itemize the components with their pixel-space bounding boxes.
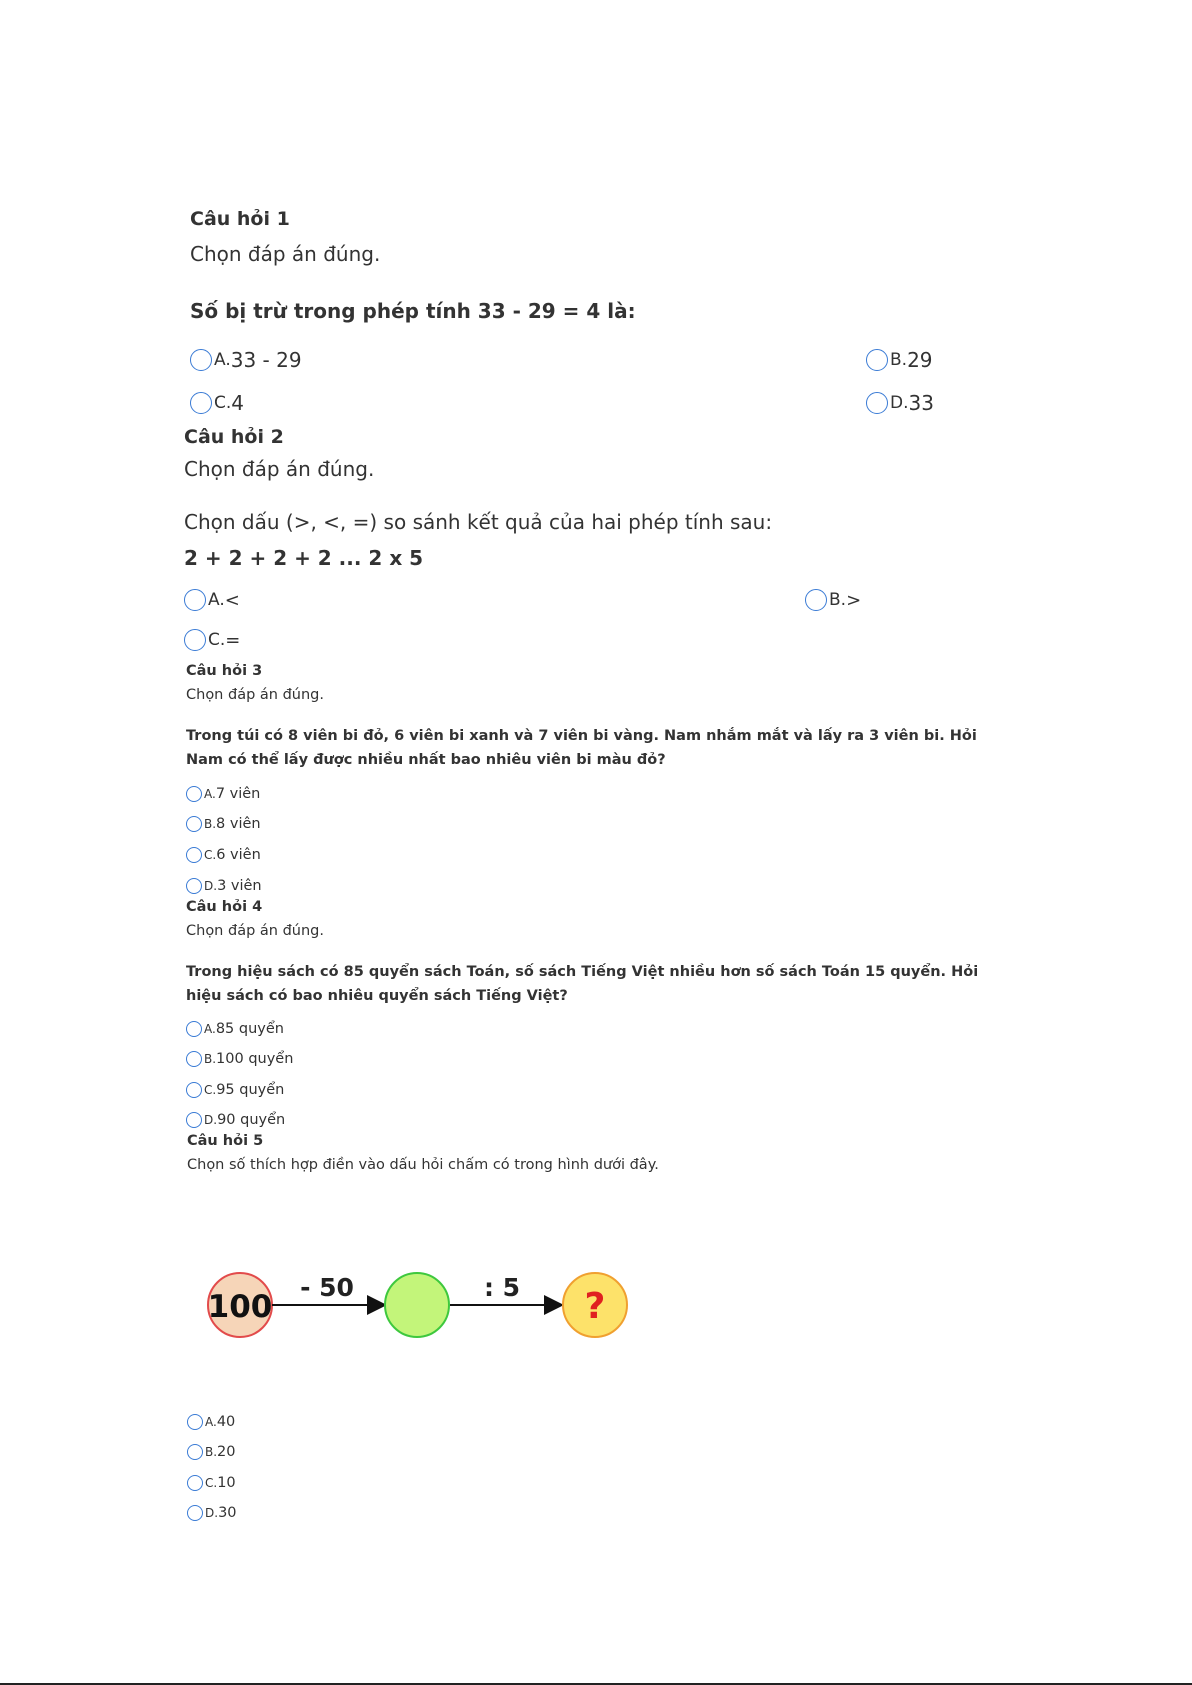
radio-button[interactable] [186, 786, 202, 802]
radio-button[interactable] [186, 1051, 202, 1067]
q3-title: Câu hỏi 3 [186, 663, 263, 679]
q3-question: Trong túi có 8 viên bi đỏ, 6 viên bi xanh và 7 viên bi vàng. Nam nhắm mắt và lấy ra 3 viên bi. Hỏi Nam có thể lấy được nhiều nhất bao nhiêu viên bi màu đỏ? [186, 728, 977, 768]
option-letter: D. [205, 1506, 219, 1520]
q3-option-c[interactable] [186, 847, 261, 863]
option-text: 6 viên [216, 847, 261, 863]
q4-title: Câu hỏi 4 [186, 899, 263, 915]
q3-option-a[interactable] [186, 786, 260, 802]
middle-circle [385, 1273, 449, 1337]
q2-expression: 2 + 2 + 2 + 2 ... 2 x 5 [184, 546, 424, 570]
option-text: 7 viên [215, 786, 261, 802]
radio-button[interactable] [805, 589, 827, 611]
radio-button[interactable] [187, 1444, 203, 1460]
q1-title: Câu hỏi 1 [190, 208, 290, 230]
option-letter: C. [205, 1476, 218, 1490]
question-mark: ? [584, 1286, 606, 1327]
operation-2: : 5 [483, 1273, 521, 1302]
option-letter: D. [204, 1113, 218, 1127]
q3-option-d[interactable] [186, 878, 262, 894]
q5-flow-diagram [200, 1260, 640, 1345]
option-letter: B. [204, 1052, 217, 1066]
q1-instruction: Chọn đáp án đúng. [190, 242, 381, 266]
q3-option-b[interactable] [186, 816, 261, 832]
option-text: 3 viên [217, 878, 262, 894]
option-text: 100 quyển [216, 1051, 294, 1067]
option-letter: B. [890, 350, 908, 370]
option-letter: A. [208, 590, 225, 610]
option-text: 85 quyển [215, 1021, 284, 1037]
q5-instruction: Chọn số thích hợp điền vào dấu hỏi chấm có trong hình dưới đây. [187, 1157, 659, 1173]
radio-button[interactable] [190, 349, 212, 371]
q4-question: Trong hiệu sách có 85 quyển sách Toán, số sách Tiếng Việt nhiều hơn số sách Toán 15 quyển. Hỏi hiệu sách có bao nhiêu quyển sách Tiếng Việt? [186, 964, 979, 1004]
radio-button[interactable] [866, 392, 888, 414]
q1-question: Số bị trừ trong phép tính 33 - 29 = 4 là: [190, 299, 636, 323]
option-letter: C. [204, 848, 217, 862]
option-text: 29 [907, 348, 933, 372]
option-text: 33 [908, 391, 934, 415]
radio-button[interactable] [866, 349, 888, 371]
radio-button[interactable] [187, 1414, 203, 1430]
q3-instruction: Chọn đáp án đúng. [186, 687, 324, 703]
option-letter: D. [890, 393, 909, 413]
radio-button[interactable] [187, 1475, 203, 1491]
radio-button[interactable] [190, 392, 212, 414]
option-text: = [225, 629, 241, 651]
option-letter: C. [214, 393, 232, 413]
option-letter: B. [204, 817, 217, 831]
option-letter: A. [214, 350, 231, 370]
radio-button[interactable] [187, 1505, 203, 1521]
radio-button[interactable] [186, 1112, 202, 1128]
option-text: 33 - 29 [230, 348, 302, 372]
option-letter: A. [204, 1022, 216, 1036]
q4-instruction: Chọn đáp án đúng. [186, 923, 324, 939]
option-text: > [846, 589, 862, 611]
q1-option-d[interactable] [866, 391, 934, 415]
option-text: < [224, 589, 240, 611]
option-letter: A. [205, 1415, 217, 1429]
q2-option-b[interactable] [805, 589, 861, 611]
option-letter: C. [208, 630, 226, 650]
q1-option-b[interactable] [866, 348, 933, 372]
q2-title: Câu hỏi 2 [184, 426, 284, 448]
option-letter: B. [829, 590, 847, 610]
q5-option-c[interactable] [187, 1475, 236, 1491]
q1-option-c[interactable] [190, 391, 244, 415]
radio-button[interactable] [186, 847, 202, 863]
radio-button[interactable] [186, 1082, 202, 1098]
option-letter: D. [204, 879, 218, 893]
q5-option-d[interactable] [187, 1505, 237, 1521]
option-text: 10 [217, 1475, 236, 1491]
start-value: 100 [207, 1289, 273, 1325]
option-letter: B. [205, 1445, 218, 1459]
q4-option-d[interactable] [186, 1112, 285, 1128]
q4-option-b[interactable] [186, 1051, 293, 1067]
option-text: 4 [231, 391, 245, 415]
radio-button[interactable] [184, 589, 206, 611]
q2-question: Chọn dấu (>, <, =) so sánh kết quả của hai phép tính sau: [184, 510, 773, 534]
q1-option-a[interactable] [190, 348, 302, 372]
option-letter: A. [204, 787, 216, 801]
option-text: 20 [217, 1444, 236, 1460]
option-text: 30 [218, 1505, 237, 1521]
q4-option-c[interactable] [186, 1082, 284, 1098]
q2-instruction: Chọn đáp án đúng. [184, 457, 375, 481]
q5-option-b[interactable] [187, 1444, 236, 1460]
option-text: 95 quyển [216, 1082, 285, 1098]
operation-1: - 50 [300, 1273, 354, 1302]
radio-button[interactable] [186, 878, 202, 894]
option-text: 90 quyển [217, 1112, 286, 1128]
q5-option-a[interactable] [187, 1414, 235, 1430]
radio-button[interactable] [186, 1021, 202, 1037]
q2-option-a[interactable] [184, 589, 240, 611]
radio-button[interactable] [186, 816, 202, 832]
q5-title: Câu hỏi 5 [187, 1133, 264, 1149]
radio-button[interactable] [184, 629, 206, 651]
option-letter: C. [204, 1083, 217, 1097]
q4-option-a[interactable] [186, 1021, 284, 1037]
q2-option-c[interactable] [184, 629, 240, 651]
option-text: 40 [216, 1414, 236, 1430]
option-text: 8 viên [216, 816, 261, 832]
